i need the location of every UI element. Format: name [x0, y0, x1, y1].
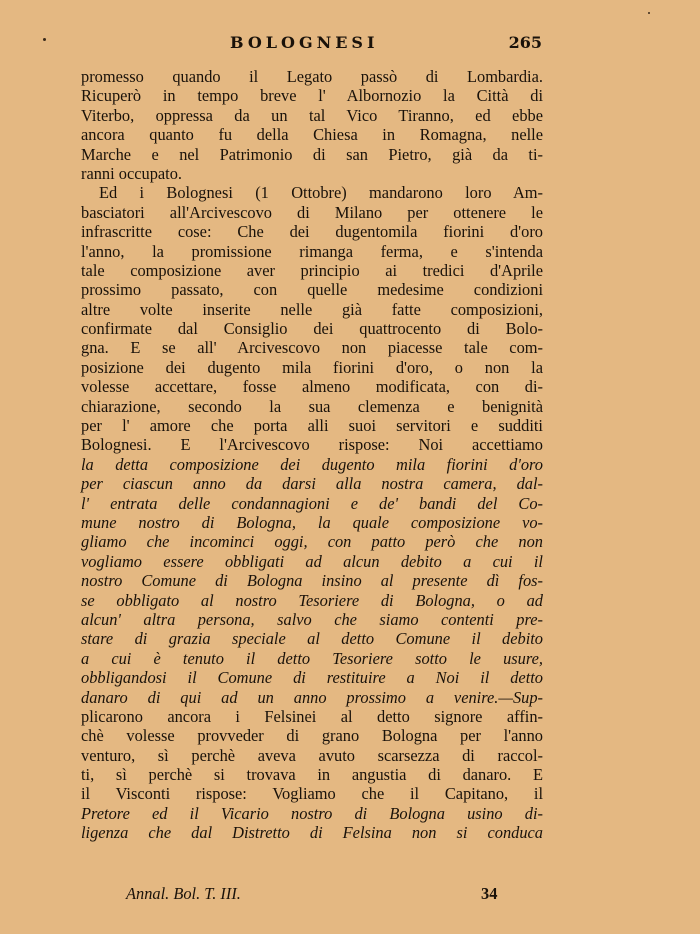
text-line: obbligandosi il Comune di restituire a Noi il detto — [81, 668, 543, 688]
text-line: infrascritte cose: Che dei dugentomila fiorini d'oro — [81, 222, 543, 242]
text-line: basciatori all'Arcivescovo di Milano per ottenere le — [81, 202, 543, 222]
text-line: l' entrata delle condannagioni e de' bandi del Co- — [81, 493, 543, 513]
text-line: mune nostro di Bologna, la quale composizione vo- — [81, 512, 543, 532]
text-line: nostro Comune di Bologna insino al presente dì fos- — [81, 571, 543, 591]
text-line: chiarazione, secondo la sua clemenza e benignità — [81, 396, 543, 416]
text-line: confirmate dal Consiglio dei quattrocento di Bolo- — [81, 319, 543, 339]
text-line: Viterbo, oppressa da un tal Vico Tiranno, ed ebbe — [81, 105, 543, 125]
text-line: Marche e nel Patrimonio di san Pietro, già da ti- — [81, 144, 543, 164]
text-line: gliamo che incominci oggi, con patto però che non — [81, 532, 543, 552]
text-line: se obbligato al nostro Tesoriere di Bologna, o ad — [81, 590, 543, 610]
text-line: posizione dei dugento mila fiorini d'oro, o non la — [81, 357, 543, 377]
text-line: per l' amore che porta alli suoi servitori e sudditi — [81, 416, 543, 436]
text-line: il Visconti rispose: Vogliamo che il Capitano, il — [81, 784, 543, 804]
text-line: a cui è tenuto il detto Tesoriere sotto le usure, — [81, 648, 543, 668]
text-line: volesse accettare, fosse almeno modificata, con di- — [81, 377, 543, 397]
paper-speck — [648, 12, 650, 14]
body-text — [81, 67, 543, 843]
running-head: BOLOGNESI — [230, 33, 379, 52]
text-line: Bolognesi. E l'Arcivescovo rispose: Noi accettiamo — [81, 435, 543, 455]
text-line: ancora quanto fu della Chiesa in Romagna, nelle — [81, 125, 543, 145]
text-line: plicarono ancora i Felsinei al detto signore affin- — [81, 706, 543, 726]
text-line: danaro di qui ad un anno prossimo a venire.—Sup- — [81, 687, 543, 707]
page-footer — [81, 884, 543, 906]
paper-speck — [43, 38, 46, 41]
text-line: vogliamo essere obbligati ad alcun debito a cui il — [81, 551, 543, 571]
text-line: gna. E se all' Arcivescovo non piacesse tale com- — [81, 338, 543, 358]
text-line: l'anno, la promissione rimanga ferma, e s'intenda — [81, 241, 543, 261]
page-number: 265 — [508, 33, 542, 52]
text-line: ti, sì perchè si trovava in angustia di danaro. E — [81, 765, 543, 785]
text-line: Pretore ed il Vicario nostro di Bologna usino di- — [81, 803, 543, 823]
text-line: ligenza che dal Distretto di Felsina non si conduca — [81, 823, 543, 843]
signature-number: 34 — [481, 884, 498, 903]
text-line: alcun' altra persona, salvo che siamo contenti pre- — [81, 609, 543, 629]
text-line: altre volte inserite nelle già fatte composizioni, — [81, 299, 543, 319]
text-line: la detta composizione dei dugento mila fiorini d'oro — [81, 454, 543, 474]
text-line: Ricuperò in tempo breve l' Albornozio la Città di — [81, 86, 543, 106]
text-line: per ciascun anno da darsi alla nostra camera, dal- — [81, 474, 543, 494]
text-line: prossimo passato, con quelle medesime condizioni — [81, 280, 543, 300]
text-line: venturo, sì perchè aveva avuto scarsezza di raccol- — [81, 745, 543, 765]
text-line: tale composizione aver principio ai tredici d'Aprile — [81, 260, 543, 280]
text-line: chè volesse provveder di grano Bologna per l'anno — [81, 726, 543, 746]
text-line: ranni occupato. — [81, 163, 183, 183]
text-line: promesso quando il Legato passò di Lombardia. — [81, 67, 543, 86]
text-line: Ed i Bolognesi (1 Ottobre) mandarono loro Am- — [99, 183, 543, 203]
page-header — [80, 33, 542, 55]
printer-signature: Annal. Bol. T. III. — [126, 884, 241, 903]
text-line: stare di grazia speciale al detto Comune il debito — [81, 629, 543, 649]
